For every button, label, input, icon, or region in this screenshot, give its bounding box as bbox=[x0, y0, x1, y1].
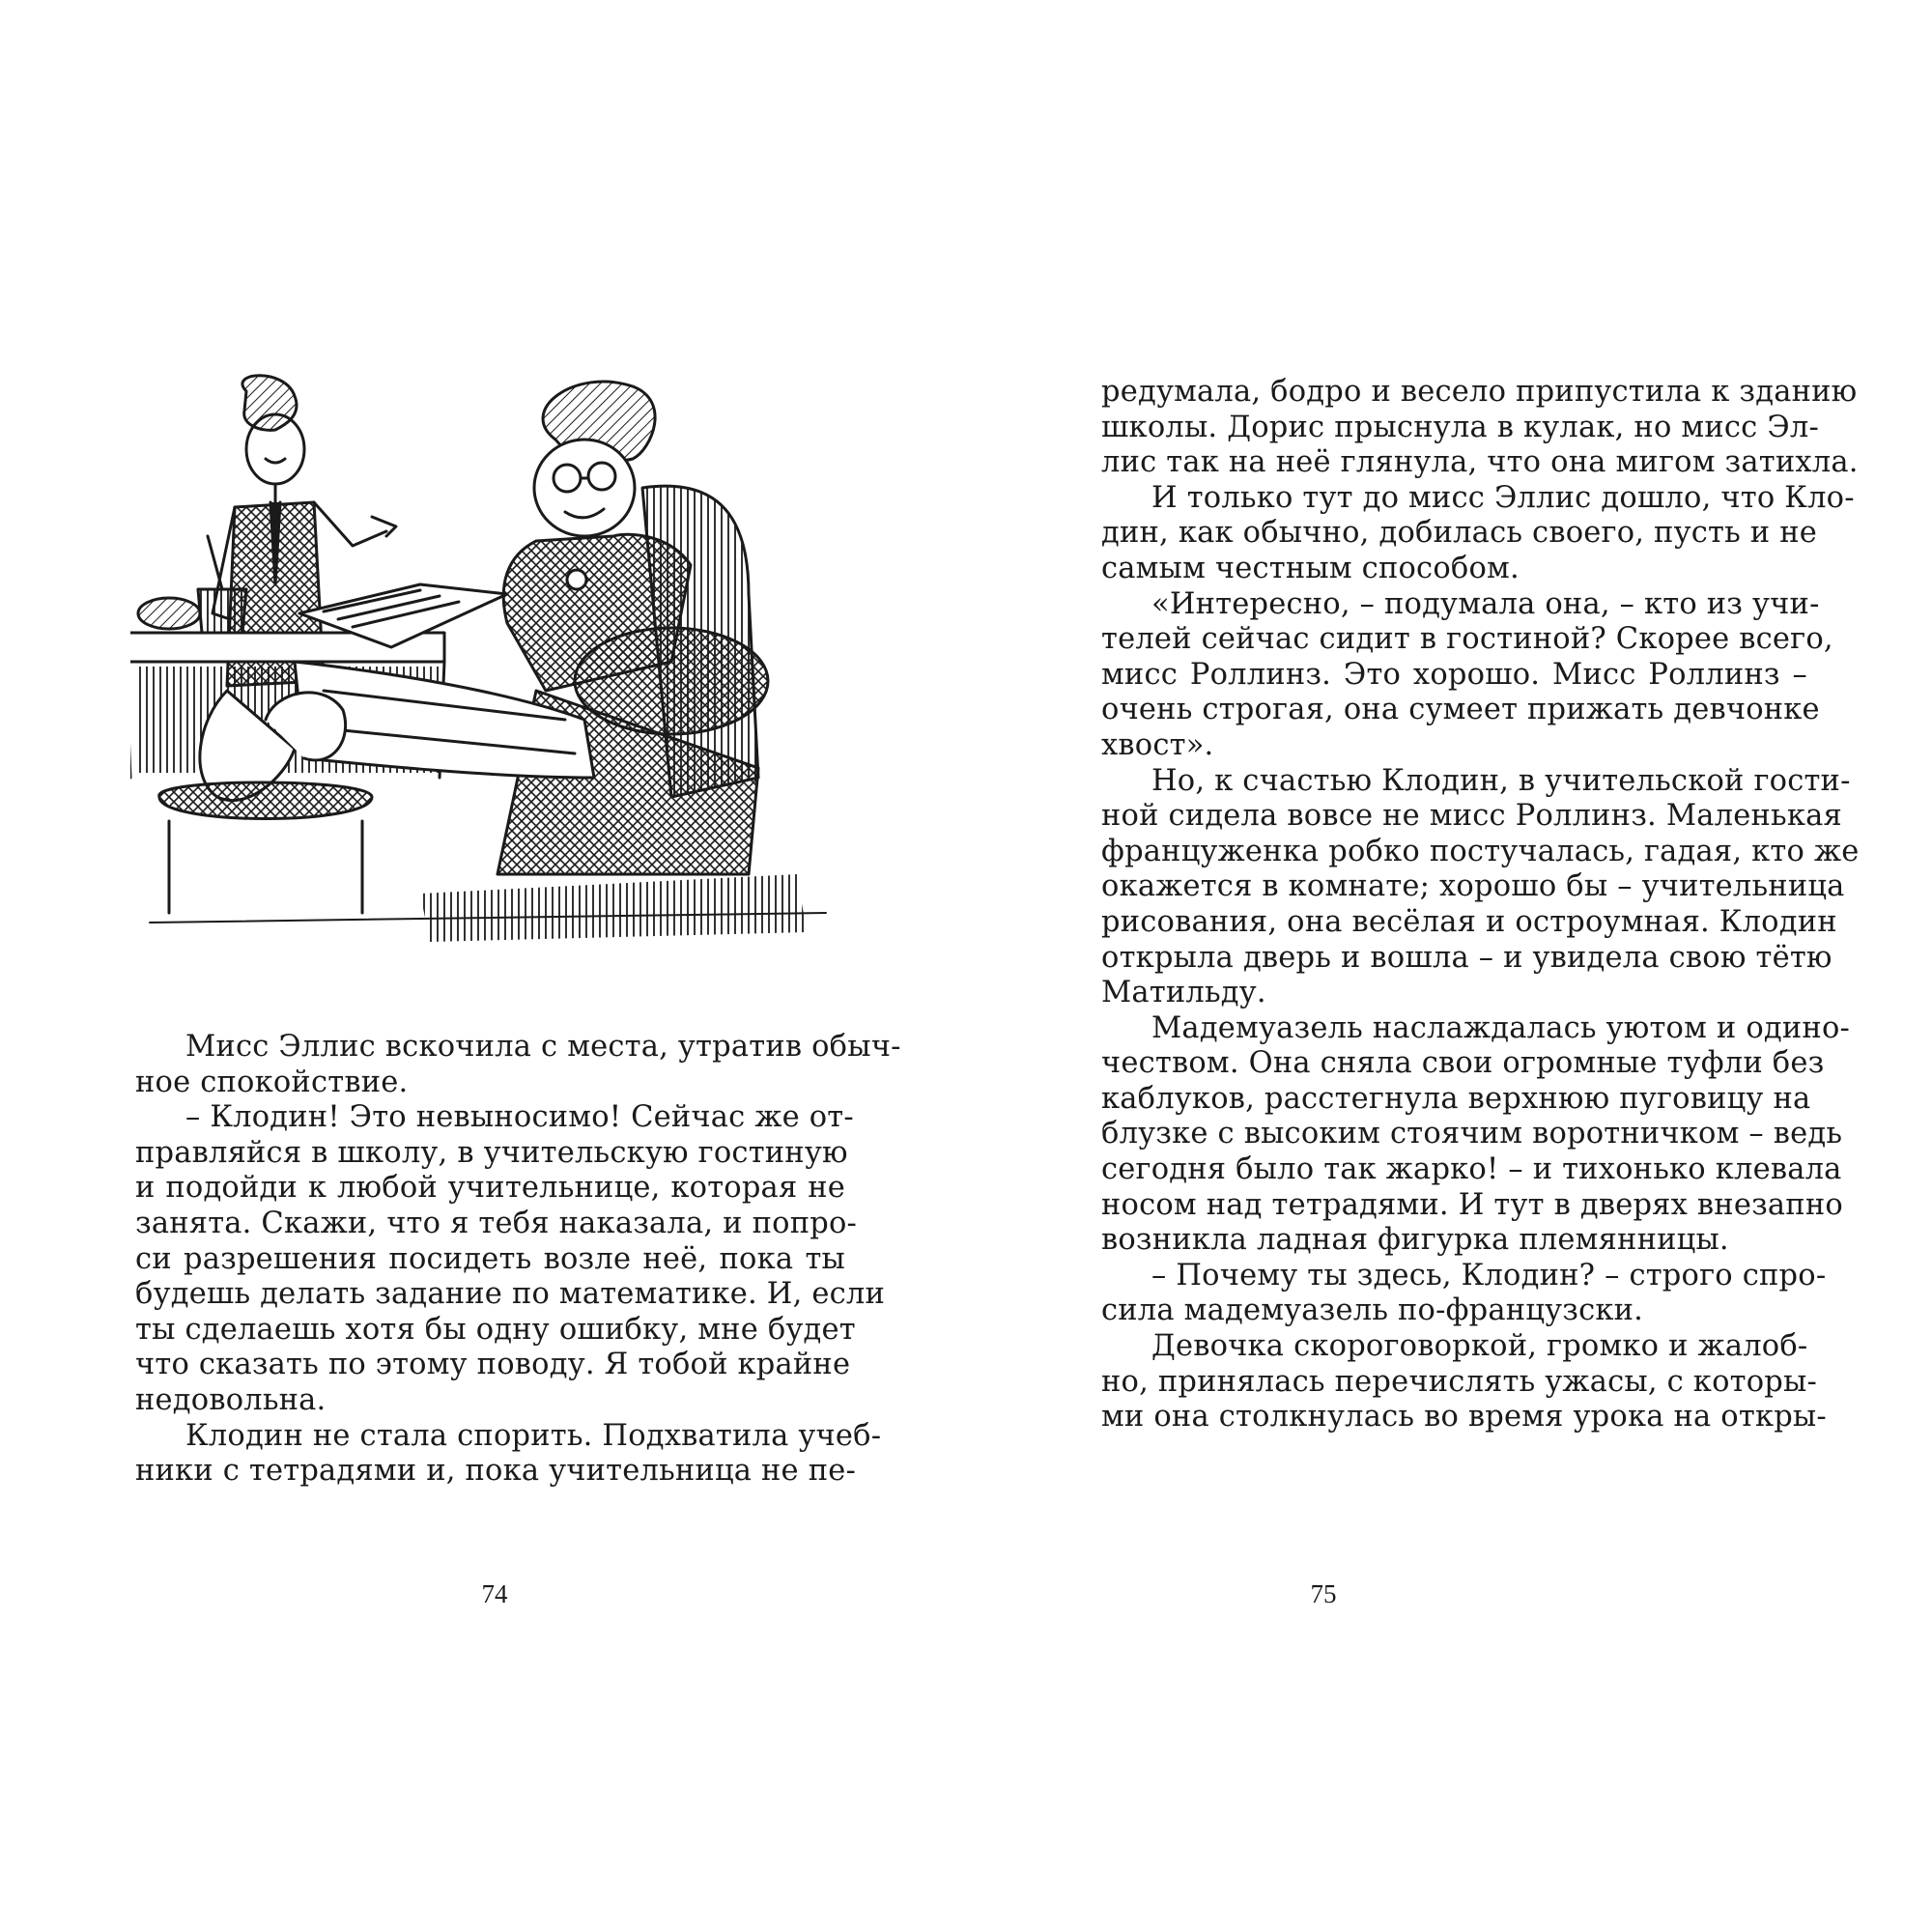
text-line: Мадемуазель наслаждалась уютом и одино- bbox=[1151, 1010, 1851, 1045]
text-line: дин, как обычно, добилась своего, пусть и не bbox=[1101, 516, 1817, 551]
text-line: рисования, она весёлая и остроумная. Клодин bbox=[1101, 904, 1837, 939]
text-line: самым честным способом. bbox=[1101, 551, 1520, 585]
text-line: открыла дверь и вошла – и увидела свою тётю bbox=[1101, 940, 1833, 975]
text-line: будешь делать задание по математике. И, если bbox=[135, 1277, 885, 1312]
text-line: ное спокойствие. bbox=[135, 1065, 409, 1099]
text-line: – Почему ты здесь, Клодин? – строго спро- bbox=[1151, 1258, 1827, 1293]
text-line: ты сделаешь хотя бы одну ошибку, мне будет bbox=[135, 1312, 856, 1347]
text-line: Клодин не стала спорить. Подхватила учеб- bbox=[185, 1418, 882, 1453]
text-line: чеством. Она сняла свои огромные туфли без bbox=[1101, 1046, 1825, 1081]
text-line: ной сидела вовсе не мисс Роллинз. Маленькая bbox=[1101, 799, 1842, 834]
text-line: занята. Скажи, что я тебя наказала, и попро- bbox=[135, 1206, 858, 1240]
text-line: редумала, бодро и весело припустила к зданию bbox=[1101, 375, 1858, 409]
text-line: Мисс Эллис вскочила с места, утратив обыч- bbox=[185, 1030, 901, 1064]
text-line: и подойди к любой учительнице, которая не bbox=[135, 1171, 845, 1206]
text-line: сила мадемуазель по-французски. bbox=[1101, 1293, 1644, 1328]
text-line: си разрешения посидеть возле неё, пока ты bbox=[135, 1241, 845, 1276]
text-line: хвост». bbox=[1101, 727, 1214, 762]
text-line: И только тут до мисс Эллис дошло, что Кло- bbox=[1151, 480, 1855, 515]
text-line: очень строгая, она сумеет прижать девчонке bbox=[1101, 693, 1820, 727]
text-line: блузке с высоким стоячим воротничком – ведь bbox=[1101, 1117, 1843, 1151]
text-line: сегодня было так жарко! – и тихонько клевала bbox=[1101, 1152, 1842, 1187]
text-line: Но, к счастью Клодин, в учительской гости- bbox=[1151, 763, 1851, 798]
text-line: – Клодин! Это невыносимо! Сейчас же от- bbox=[185, 1100, 854, 1135]
text-line: лис так на неё глянула, что она мигом затихла. bbox=[1101, 445, 1859, 480]
page-number: 74 bbox=[481, 1579, 508, 1608]
right-page-text bbox=[1101, 375, 1860, 1435]
text-line: но, принялась перечислять ужасы, с которы- bbox=[1101, 1364, 1817, 1399]
text-line: телей сейчас сидит в гостиной? Скорее всего, bbox=[1101, 622, 1833, 657]
text-line: носом над тетрадями. И тут в дверях внезапно bbox=[1101, 1187, 1843, 1222]
text-line: мисс Роллинз. Это хорошо. Мисс Роллинз – bbox=[1101, 657, 1807, 692]
text-line: окажется в комнате; хорошо бы – учительница bbox=[1101, 869, 1845, 904]
illustration-girl-and-teacher bbox=[130, 372, 845, 961]
text-line: возникла ладная фигурка племянницы. bbox=[1101, 1223, 1729, 1258]
text-line: школы. Дорис прыснула в кулак, но мисс Эл- bbox=[1101, 410, 1819, 444]
text-line: правляйся в школу, в учительскую гостиную bbox=[135, 1135, 848, 1170]
text-line: каблуков, расстегнула верхнюю пуговицу на bbox=[1101, 1081, 1811, 1116]
text-line: француженка робко постучалась, гадая, кто же bbox=[1101, 834, 1860, 868]
text-line: что сказать по этому поводу. Я тобой крайне bbox=[135, 1348, 851, 1382]
text-line: ники с тетрадями и, пока учительница не пе- bbox=[135, 1454, 856, 1489]
text-line: недовольна. bbox=[135, 1382, 327, 1417]
text-line: «Интересно, – подумала она, – кто из учи- bbox=[1151, 586, 1820, 621]
text-line: Матильду. bbox=[1101, 976, 1266, 1010]
left-page-text bbox=[135, 1030, 901, 1490]
right-page bbox=[966, 0, 1932, 1932]
text-line: Девочка скороговоркой, громко и жалоб- bbox=[1151, 1329, 1808, 1364]
page-number: 75 bbox=[1310, 1579, 1337, 1608]
text-line: ми она столкнулась во время урока на откры- bbox=[1101, 1400, 1827, 1435]
